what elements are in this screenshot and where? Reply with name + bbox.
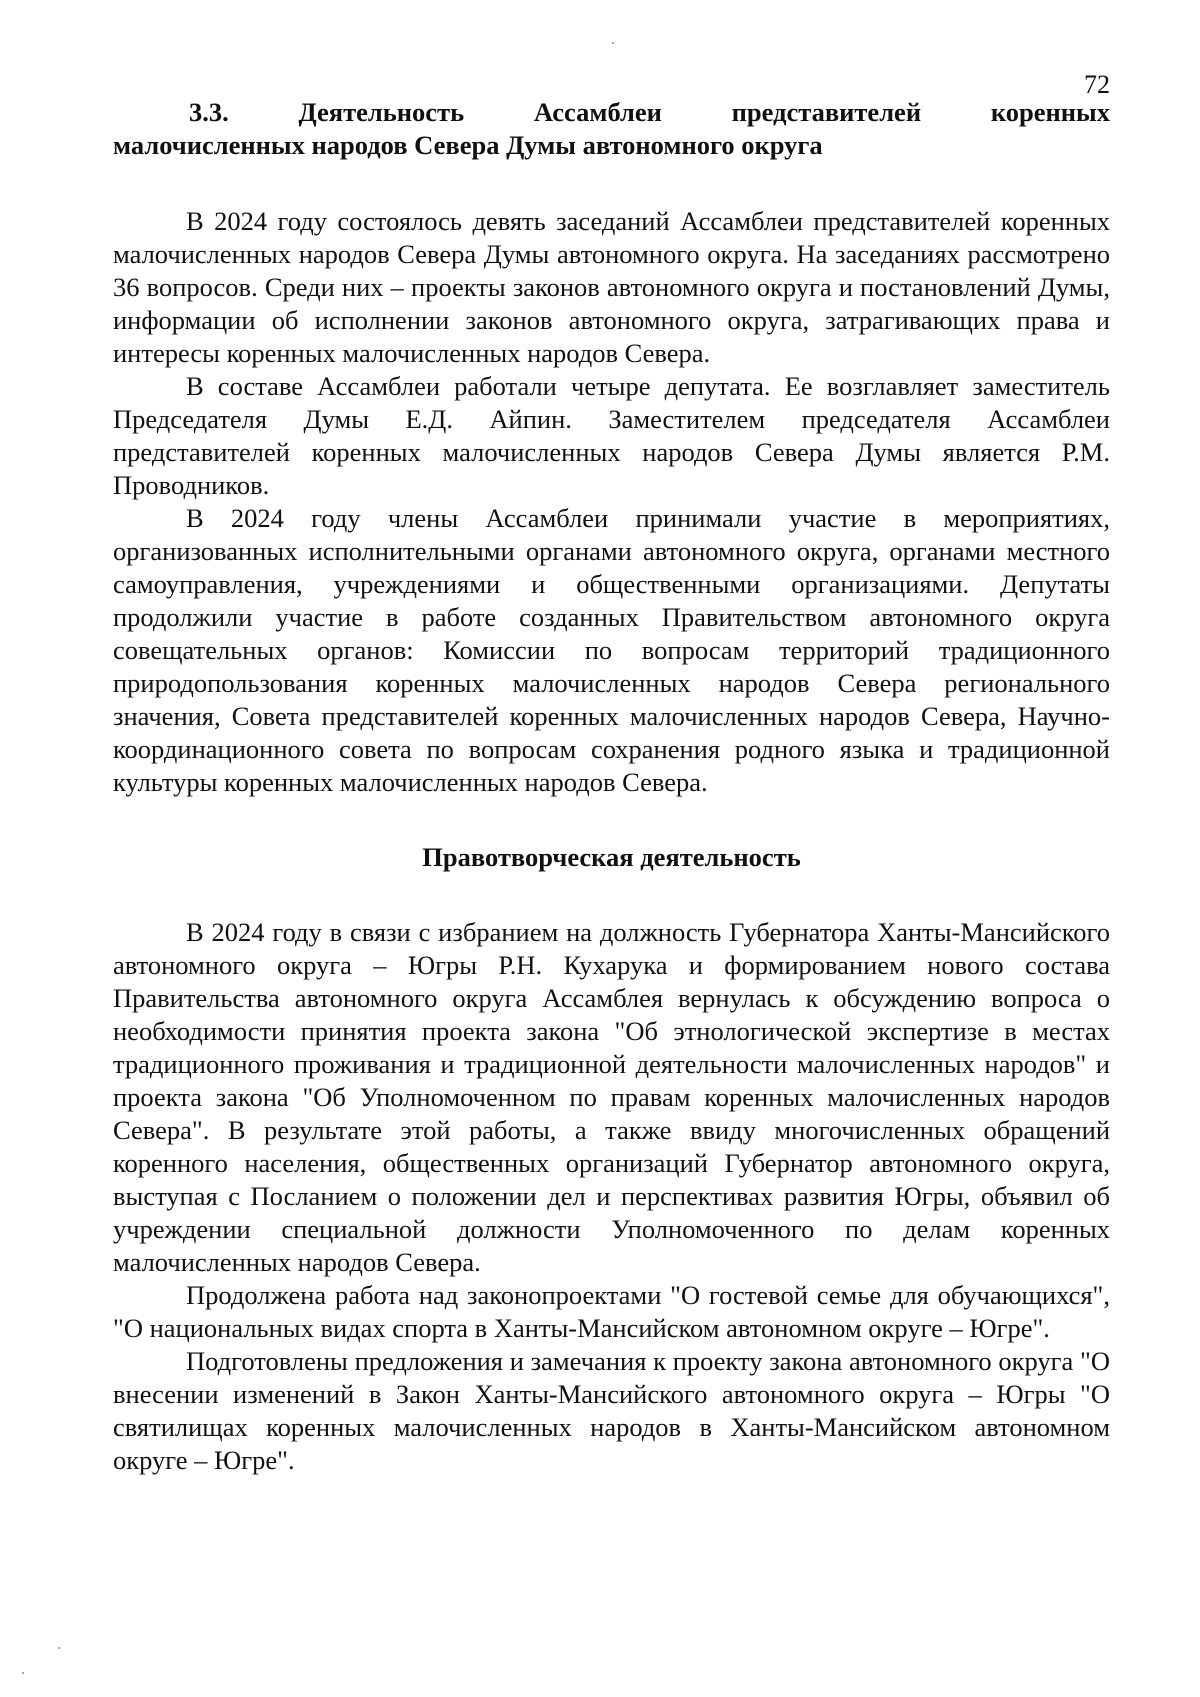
section-title-word: коренных	[990, 97, 1110, 127]
scan-speck	[58, 1647, 60, 1649]
paragraph: Подготовлены предложения и замечания к проекту закона автономного округа "О внесении изменений в Закон Ханты-Мансийского автономного округа – Югры "О святилищах коренных малочисленных народов в Ханты-Мансийском автономном округе – Югре".	[113, 1346, 1110, 1475]
paragraph: В 2024 году члены Ассамблеи принимали участие в мероприятиях, организованных исполнительными органами автономного округа, органами местного самоуправления, учреждениями и общественными организациями. Депутаты продолжили участие в работе созданных Правительством автономного округа совещательных органов: Комиссии по вопросам территорий традиционного природопользования коренных малочисленных народов Севера регионального значения, Совета представителей коренных малочисленных народов Севера, Научно-координационного совета по вопросам сохранения родного языка и традиционной культуры коренных малочисленных народов Севера.	[113, 503, 1110, 797]
paragraph: В 2024 году в связи с избранием на должность Губернатора Ханты-Мансийского автономного округа – Югры Р.Н. Кухарука и формированием нового состава Правительства автономного округа Ассамблея вернулась к обсуждению вопроса о необходимости принятия проекта закона "Об этнологической экспертизе в местах традиционного проживания и традиционной деятельности малочисленных народов" и проекта закона "Об Уполномоченном по правам коренных малочисленных народов Севера". В результате этой работы, а также ввиду многочисленных обращений коренного населения, общественных организаций Губернатор автономного округа, выступая с Посланием о положении дел и перспективах развития Югры, объявил об учреждении специальной должности Уполномоченного по делам коренных малочисленных народов Севера.	[113, 917, 1110, 1277]
section-title-word: Деятельность	[298, 97, 465, 127]
section-heading-line-1	[113, 96, 1110, 129]
paragraph: В 2024 году состоялось девять заседаний Ассамблеи представителей коренных малочисленных народов Севера Думы автономного округа. На заседаниях рассмотрено 36 вопросов. Среди них – проекты законов автономного округа и постановлений Думы, информации об исполнении законов автономного округа, затрагивающих права и интересы коренных малочисленных народов Севера.	[113, 206, 1110, 368]
section-title-word: представителей	[731, 97, 922, 127]
document-body	[113, 96, 1110, 1477]
paragraph: Продолжена работа над законопроектами "О гостевой семье для обучающихся", "О национальных видах спорта в Ханты-Мансийском автономном округе – Югре".	[113, 1280, 1110, 1343]
subheading: Правотворческая деятельность	[422, 842, 801, 872]
scan-speck	[612, 42, 614, 44]
section-number: 3.3.	[189, 97, 229, 127]
section-title-word: Ассамблеи	[533, 97, 662, 127]
paragraph: В составе Ассамблеи работали четыре депутата. Ее возглавляет заместитель Председателя Думы Е.Д. Айпин. Заместителем председателя Ассамблеи представителей коренных малочисленных народов Севера Думы является Р.М. Проводников.	[113, 371, 1110, 500]
section-heading	[113, 96, 1110, 162]
scan-speck	[22, 1672, 24, 1674]
page-number: 72	[1084, 70, 1110, 99]
section-heading-line-2: малочисленных народов Севера Думы автономного округа	[113, 130, 823, 160]
